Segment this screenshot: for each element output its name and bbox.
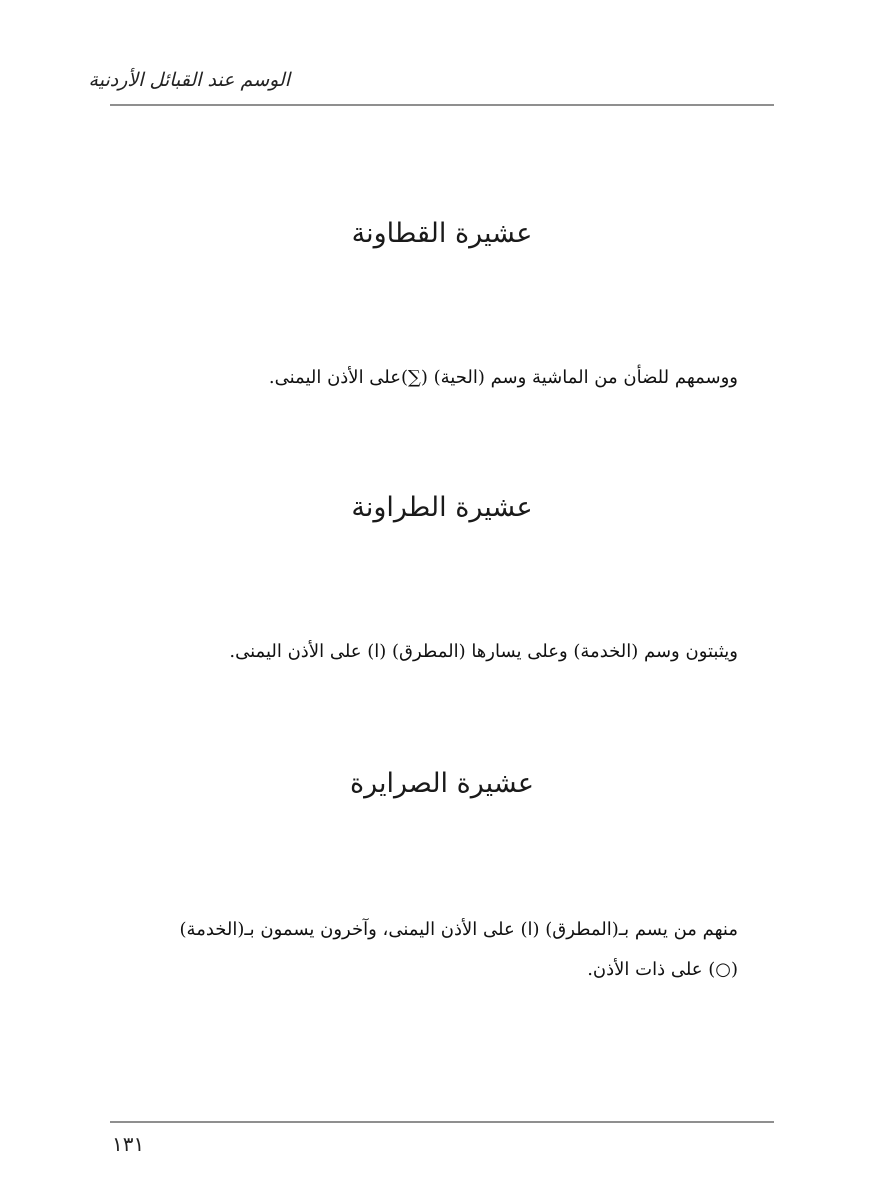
section-heading-sarayreh: عشيرة الصرايرة [349, 768, 535, 799]
paragraph-line: منهم من يسم بـ(المطرق) (ا) على الأذن اليمنى، وآخرون يسمون بـ(الخدمة) [179, 919, 738, 940]
section-paragraph-qatawneh: ووسمهم للضأن من الماشية وسم (الحية) (∑)على الأذن اليمنى. [268, 367, 738, 388]
section-heading-qatawneh: عشيرة القطاونة [351, 218, 533, 249]
header-divider [110, 104, 774, 106]
section-paragraph-tarawneh: ويثبتون وسم (الخدمة) وعلى يسارها (المطرق) (ا) على الأذن اليمنى. [229, 641, 738, 662]
page-number: ١٣١ [112, 1132, 145, 1156]
section-paragraph-sarayreh [110, 910, 738, 990]
paragraph-line: (○) على ذات الأذن. [587, 959, 738, 980]
section-heading-tarawneh: عشيرة الطراونة [351, 492, 533, 523]
footer-divider [110, 1121, 774, 1123]
running-header-title: الوسم عند القبائل الأردنية [88, 69, 290, 91]
